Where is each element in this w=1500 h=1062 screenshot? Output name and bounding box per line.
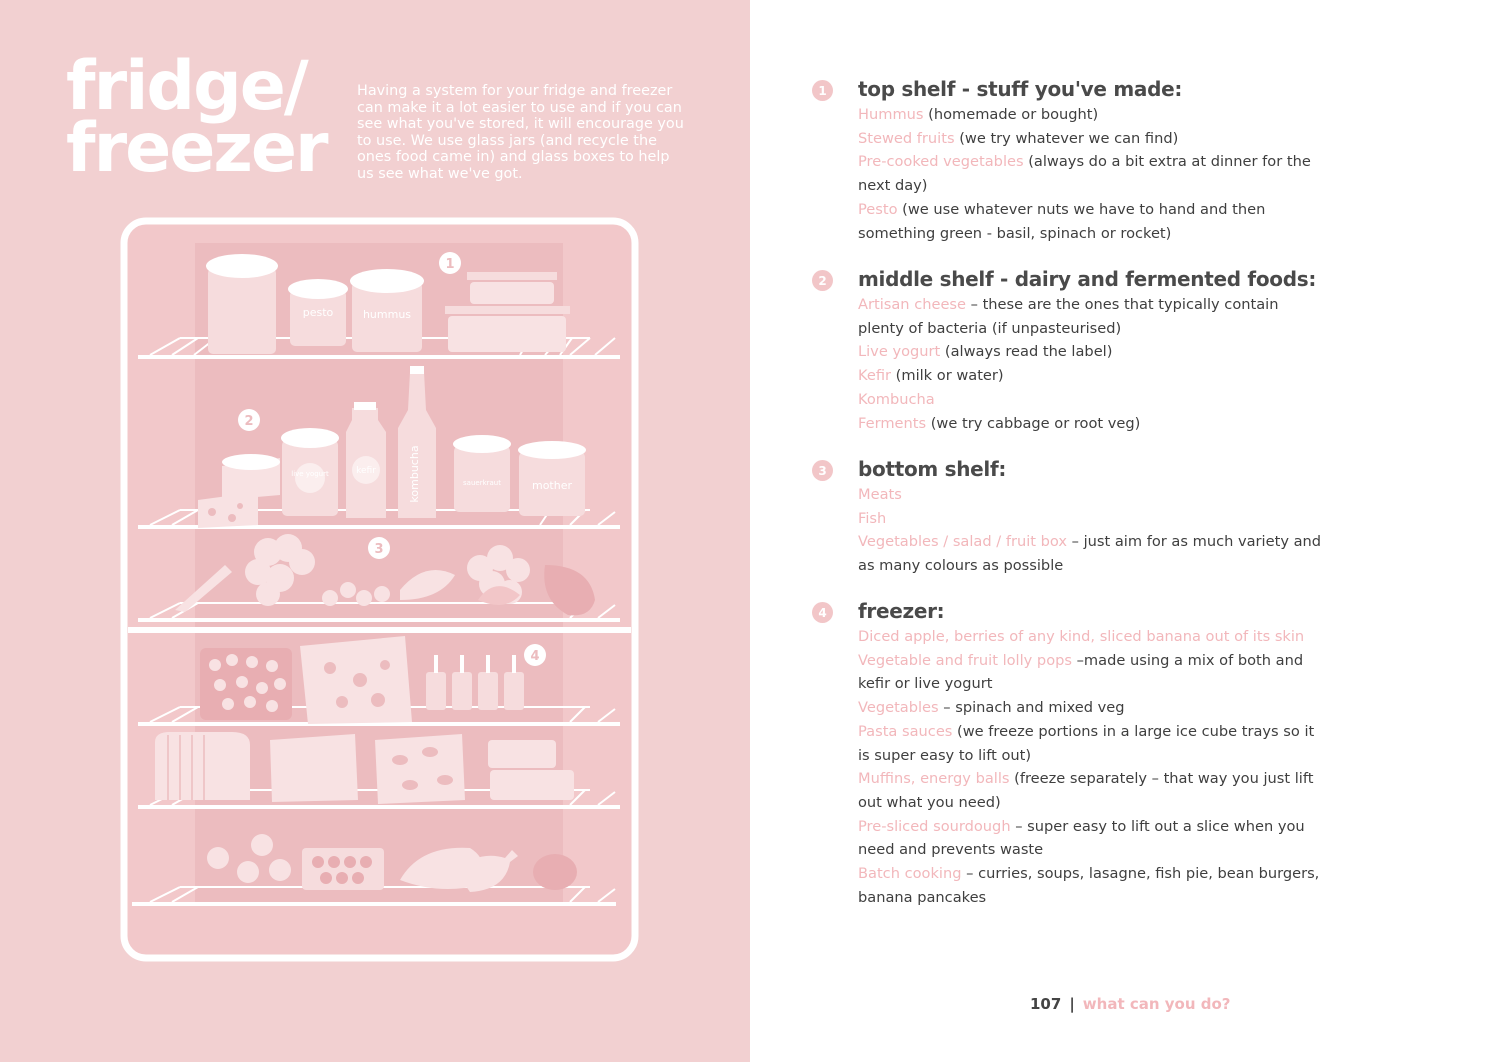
yogurt-label: live yogurt (291, 470, 329, 478)
item-description: – these are the ones that typically contain plenty of bacteria (if unpasteurised) (858, 296, 1279, 337)
item-description: (freeze separately – that way you just lift out what you need) (858, 770, 1314, 811)
list-item (858, 150, 1328, 197)
item-highlight: Live yogurt (858, 343, 941, 361)
svg-text:3: 3 (374, 542, 384, 557)
item-description: (we try cabbage or root veg) (926, 414, 1141, 432)
section-heading: bottom shelf: (858, 457, 1007, 481)
ham (533, 854, 577, 890)
list-item (858, 293, 1328, 340)
freezer-box-top (488, 740, 556, 768)
chapter-title: what can you do? (1082, 995, 1231, 1013)
list-item (858, 507, 1328, 531)
section-number-badge: 2 (812, 270, 833, 291)
pesto-label: pesto (302, 306, 334, 319)
sauerkraut-label: sauerkraut (463, 479, 501, 487)
large-jar-lid (206, 254, 278, 278)
item-description: (milk or water) (891, 367, 1004, 385)
section-4 (818, 598, 1328, 909)
item-highlight: Hummus (858, 106, 924, 123)
mother-label: mother (531, 479, 573, 492)
section-number-badge: 1 (812, 80, 833, 101)
item-description: (always do a bit extra at dinner for the next day) (858, 153, 1311, 195)
item-description: (always read the label) (940, 343, 1113, 361)
item-description: (we freeze portions in a large ice cube trays so it is super easy to lift out) (858, 722, 1315, 764)
list-item (858, 649, 1328, 696)
item-highlight: Muffins, energy balls (858, 770, 1010, 788)
item-description: – super easy to lift out a slice when you need and prevents waste (858, 817, 1305, 859)
item-highlight: Diced apple, berries of any kind, sliced banana out of its skin (858, 628, 1305, 645)
freezer-box-bottom (490, 770, 574, 800)
item-highlight: Kombucha (858, 390, 935, 408)
list-item (858, 815, 1328, 862)
freezer-bag-veg (270, 734, 358, 802)
bread-loaf (155, 732, 250, 800)
list-item (858, 388, 1328, 412)
item-description: (we use whatever nuts we have to hand and then something green - basil, spinach or rocket) (858, 200, 1266, 242)
list-item (858, 364, 1328, 388)
freezer-bag-spinach (375, 734, 465, 804)
item-highlight: Vegetables / salad / fruit box (858, 533, 1068, 551)
item-description: (homemade or bought) (923, 106, 1099, 123)
list-item (858, 483, 1328, 507)
container-top (470, 282, 554, 304)
hummus-label: hummus (362, 308, 412, 321)
right-page (750, 0, 1500, 1062)
footer-separator: | (1069, 995, 1075, 1013)
item-highlight: Pesto (858, 200, 898, 218)
svg-text:4: 4 (530, 649, 540, 664)
item-highlight: Fish (858, 509, 887, 527)
page-title: fridge/ freezer (66, 47, 327, 188)
intro-paragraph: Having a system for your fridge and freezer can make it a lot easier to use and if you can see what you've stored, it will encourage you to use. We use glass jars (and recycle the ones food came in) and glass boxes to help us see what we've got. (357, 83, 684, 182)
section-heading: freezer: (858, 599, 945, 623)
item-highlight: Vegetable and fruit lolly pops (858, 651, 1072, 669)
section-1 (818, 76, 1328, 245)
item-description: – curries, soups, lasagne, fish pie, bean burgers, banana pancakes (858, 865, 1320, 906)
container-bottom (448, 316, 566, 352)
list-item (858, 862, 1328, 909)
list-item (858, 720, 1328, 767)
item-highlight: Kefir (858, 367, 892, 385)
item-highlight: Pre-sliced sourdough (858, 817, 1011, 835)
list-item (858, 530, 1328, 577)
item-highlight: Ferments (858, 414, 927, 432)
svg-text:2: 2 (244, 414, 254, 429)
item-description: – just aim for as much variety and as many colours as possible (858, 533, 1322, 575)
large-jar (208, 268, 276, 354)
page-number: 107 (1030, 995, 1062, 1013)
kefir-label: kefir (356, 466, 376, 476)
list-item (858, 340, 1328, 364)
section-heading: middle shelf - dairy and fermented foods: (858, 267, 1317, 291)
kombucha-label: kombucha (408, 445, 421, 503)
item-description: (we try whatever we can find) (954, 129, 1179, 147)
list-item (858, 696, 1328, 720)
section-3 (818, 456, 1328, 578)
item-description: –made using a mix of both and kefir or live yogurt (858, 651, 1304, 693)
item-highlight: Vegetables (858, 699, 939, 717)
radishes (374, 586, 390, 602)
section-number-badge: 3 (812, 460, 833, 481)
list-item (858, 412, 1328, 436)
item-highlight: Pre-cooked vegetables (858, 153, 1024, 171)
section-2 (818, 266, 1328, 435)
list-item (858, 767, 1328, 814)
muffin (207, 847, 229, 869)
list-item (858, 127, 1328, 151)
item-highlight: Batch cooking (858, 865, 962, 883)
list-item (858, 198, 1328, 245)
item-description: – spinach and mixed veg (938, 699, 1125, 717)
item-highlight: Artisan cheese (858, 296, 967, 313)
svg-text:1: 1 (445, 257, 455, 272)
page-footer (1030, 995, 1231, 1013)
item-highlight: Pasta sauces (858, 722, 953, 740)
list-item (858, 103, 1328, 127)
item-highlight: Stewed fruits (858, 129, 955, 147)
section-heading: top shelf - stuff you've made: (858, 77, 1183, 101)
list-item (858, 625, 1328, 649)
section-number-badge: 4 (812, 602, 833, 623)
item-highlight: Meats (858, 486, 902, 503)
